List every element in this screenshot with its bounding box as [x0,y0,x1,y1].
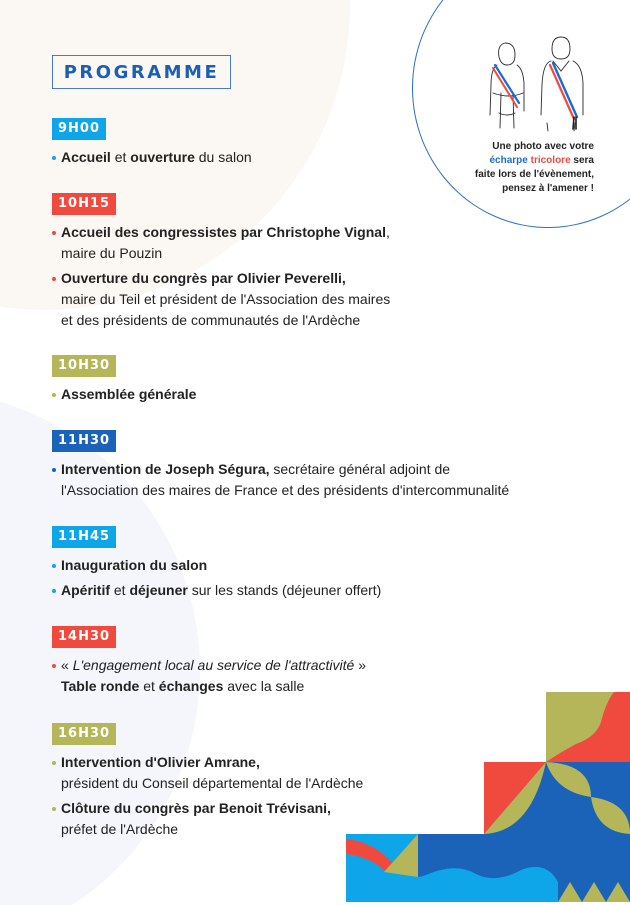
tricolore-word: tricolore [530,155,571,166]
time-badge: 14H30 [52,626,116,648]
time-badge: 9H00 [52,118,106,140]
page-title-box [52,55,231,89]
list-item: Inauguration du salon [52,555,381,576]
slot-14h30 [52,626,366,701]
decorative-geometric-pattern [346,692,630,902]
slot-11h45 [52,526,381,605]
slot-9h00 [52,118,252,172]
list-item: Ouverture du congrès par Olivier Peverelli, maire du Teil et président de l'Association des maires et des présidents de communautés de l'Ardèche [52,268,390,331]
list-item: Intervention de Joseph Ségura, secrétaire général adjoint de l'Association des maires de France et des présidents d'intercommunalité [52,459,509,501]
slot-16h30 [52,723,363,844]
list-item: Apéritif et déjeuner sur les stands (déjeuner offert) [52,580,381,601]
time-badge: 16H30 [52,723,116,745]
list-item: Accueil des congressistes par Christophe Vignal, maire du Pouzin [52,222,390,264]
list-item: Intervention d'Olivier Amrane, président du Conseil départemental de l'Ardèche [52,752,363,794]
bullet-icon [52,156,56,160]
list-item: Assemblée générale [52,384,196,405]
slot-10h15 [52,193,390,335]
bullet-icon [52,277,56,281]
bullet-icon [52,468,56,472]
bullet-icon [52,589,56,593]
bullet-icon [52,564,56,568]
bullet-icon [52,807,56,811]
page-title: PROGRAMME [63,61,220,83]
list-item: « L'engagement local au service de l'attractivité » Table ronde et échanges avec la salle [52,655,366,697]
bullet-icon [52,393,56,397]
slot-10h30 [52,355,196,409]
photo-note-text: Une photo avec votre écharpe tricolore sera faite lors de l'évènement, pensez à l'amener ! [474,141,594,194]
time-badge: 11H45 [52,526,116,548]
list-item: Clôture du congrès par Benoit Trévisani, préfet de l'Ardèche [52,798,363,840]
bullet-icon [52,761,56,765]
slot-11h30 [52,430,509,505]
mayors-with-sashes-illustration [483,33,593,133]
echarpe-word: écharpe [489,155,528,166]
bullet-icon [52,664,56,668]
time-badge: 11H30 [52,430,116,452]
list-item: Accueil et ouverture du salon [52,147,252,168]
time-badge: 10H15 [52,193,116,215]
bullet-icon [52,231,56,235]
time-badge: 10H30 [52,355,116,377]
